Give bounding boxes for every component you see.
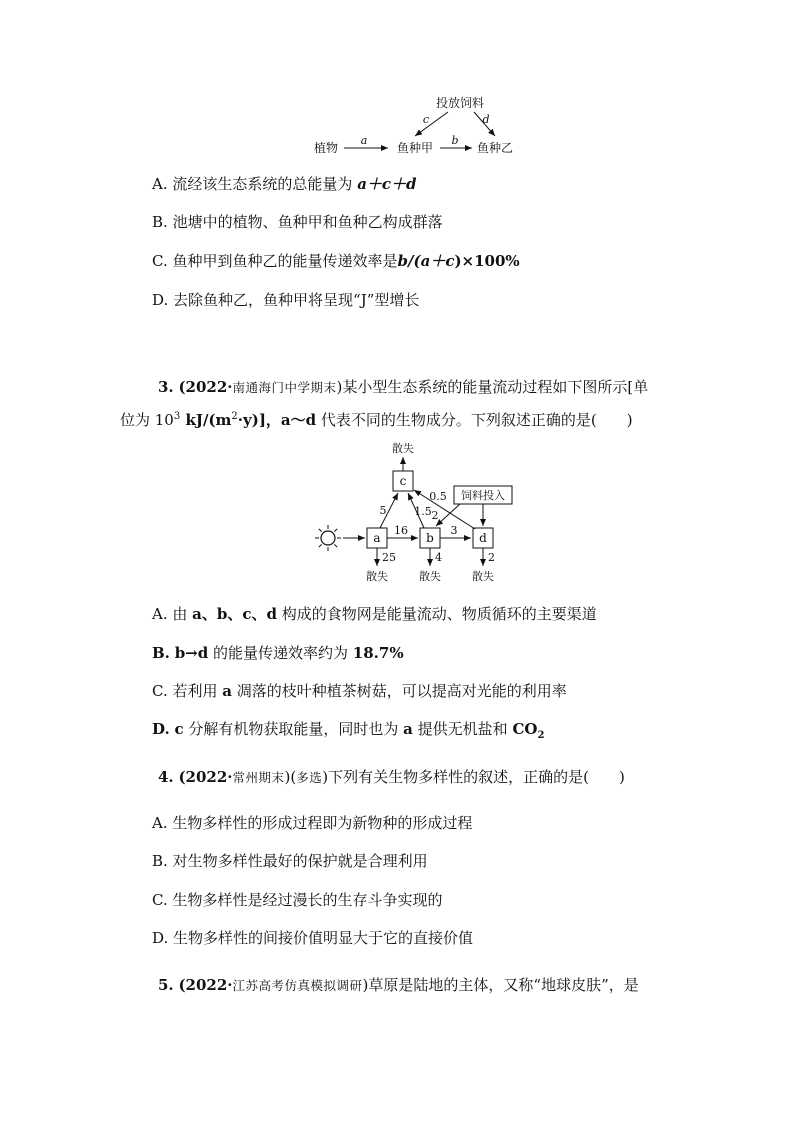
q3-stem-line2 — [120, 410, 633, 430]
node-plant: 植物 — [313, 141, 339, 155]
option-term: CO — [512, 720, 538, 738]
option-label: C. — [152, 682, 168, 700]
option-text: 若利用 — [172, 682, 223, 700]
box-c-label: c — [399, 474, 407, 488]
option-term: c — [174, 720, 184, 738]
option-text: 的能量传递效率约为 — [208, 644, 353, 662]
q4-option-a — [152, 813, 472, 833]
edge-label-a: a — [360, 134, 368, 147]
option-expression: a＋c＋d — [357, 175, 417, 193]
option-term: a — [403, 720, 413, 738]
arrow-feed-fisha — [415, 112, 448, 136]
superscript: 2 — [231, 411, 238, 422]
loss-label-c: 散失 — [392, 442, 414, 455]
question-stem: )下列有关生物多样性的叙述，正确的是( ) — [322, 768, 625, 786]
loss-label-b: 散失 — [419, 570, 441, 583]
option-text: 提供无机盐和 — [412, 720, 513, 738]
option-label: A. — [152, 814, 168, 832]
edge-label-b: b — [451, 134, 459, 147]
q2-option-a — [152, 174, 417, 194]
option-label: D. — [152, 720, 170, 738]
arrow-feed-b — [436, 504, 460, 526]
option-label: B. — [152, 213, 168, 231]
option-label: C. — [152, 252, 168, 270]
question-year: (2022· — [178, 768, 233, 786]
q2-option-d — [152, 290, 419, 310]
value-feed-b: 2 — [431, 509, 439, 522]
option-label: A. — [152, 175, 168, 193]
option-label: B. — [152, 644, 170, 662]
value-b-loss: 4 — [435, 551, 442, 564]
question-source: 江苏高考仿真模拟调研 — [232, 978, 363, 993]
option-term: 18.7% — [352, 644, 404, 662]
stem-range: a～d — [280, 411, 317, 429]
option-term: a、b、c、d — [192, 605, 278, 623]
q4-option-b — [152, 851, 428, 871]
value-b-c: 1.5 — [414, 505, 432, 518]
pond-energy-diagram — [300, 92, 530, 158]
option-text: 鱼种甲到鱼种乙的能量传递效率是 — [172, 252, 398, 270]
value-a-loss: 25 — [382, 551, 396, 564]
option-term: b→d — [174, 644, 209, 662]
value-d-c: 0.5 — [429, 490, 447, 503]
q5-stem — [158, 975, 639, 996]
option-text: 分解有机物获取能量，同时也为 — [183, 720, 404, 738]
option-text: 去除鱼种乙，鱼种甲将呈现“J”型增长 — [173, 291, 420, 309]
option-term: a — [222, 682, 233, 700]
option-expression: a＋c — [420, 252, 455, 270]
value-a-c: 5 — [379, 504, 387, 517]
question-stem: )某小型生态系统的能量流动过程如下图所示[单 — [336, 378, 649, 396]
q2-option-b — [152, 212, 443, 232]
q3-option-d — [152, 719, 544, 739]
option-text: 流经该生态系统的总能量为 — [172, 175, 353, 193]
node-fish-a: 鱼种甲 — [396, 141, 434, 155]
question-number: 4. — [158, 768, 174, 786]
option-text: 凋落的枝叶种植茶树菇，可以提高对光能的利用率 — [232, 682, 567, 700]
option-text: 对生物多样性最好的保护就是合理利用 — [172, 852, 428, 870]
edge-label-d: d — [482, 113, 490, 126]
loss-label-a: 散失 — [366, 570, 388, 583]
q3-option-a — [152, 604, 597, 624]
option-text: 由 — [172, 605, 193, 623]
q4-option-d — [152, 928, 473, 948]
box-a-label: a — [373, 531, 381, 545]
box-d-label: d — [479, 531, 487, 545]
question-source: 常州期末 — [232, 770, 285, 785]
stem-text: 代表不同的生物成分。下列叙述正确的是( ) — [316, 411, 633, 429]
box-feed-label: 饲料投入 — [461, 489, 505, 502]
value-b-d: 3 — [450, 524, 458, 537]
value-a-b: 16 — [394, 524, 408, 537]
q3-stem-line1 — [158, 377, 648, 398]
loss-label-d: 散失 — [472, 570, 494, 583]
question-year: (2022· — [178, 976, 233, 994]
stem-unit: ·y)]， — [237, 411, 281, 429]
edge-label-c: c — [422, 113, 430, 126]
energy-flow-diagram — [310, 440, 530, 588]
q3-option-b — [152, 643, 404, 663]
option-text: 生物多样性的间接价值明显大于它的直接价值 — [173, 929, 474, 947]
option-label: D. — [152, 929, 169, 947]
stem-unit: kJ/(m — [180, 411, 232, 429]
q4-stem — [158, 767, 625, 788]
q3-option-c — [152, 681, 567, 701]
question-year: (2022· — [178, 378, 233, 396]
option-text: 池塘中的植物、鱼种甲和鱼种乙构成群落 — [172, 213, 443, 231]
option-text: 生物多样性的形成过程即为新物种的形成过程 — [172, 814, 473, 832]
question-number: 3. — [158, 378, 174, 396]
option-expression: b/( — [397, 252, 421, 270]
multi-choice-tag: 多选 — [296, 770, 323, 785]
question-stem: )草原是陆地的主体，又称“地球皮肤”，是 — [362, 976, 639, 994]
q4-option-c — [152, 890, 443, 910]
sun-icon — [315, 525, 341, 551]
option-label: B. — [152, 852, 168, 870]
subscript: 2 — [537, 730, 545, 741]
value-d-loss: 2 — [488, 551, 495, 564]
superscript: 3 — [173, 411, 181, 422]
option-text: 构成的食物网是能量流动、物质循环的主要渠道 — [277, 605, 597, 623]
stem-text: )( — [284, 768, 297, 786]
option-label: A. — [152, 605, 168, 623]
option-expression: )×100% — [454, 252, 520, 270]
box-b-label: b — [426, 531, 434, 545]
node-fish-b: 鱼种乙 — [476, 141, 514, 155]
option-label: D. — [152, 291, 169, 309]
question-source: 南通海门中学期末 — [232, 380, 337, 395]
option-text: 生物多样性是经过漫长的生存斗争实现的 — [172, 891, 443, 909]
stem-text: 位为 10 — [120, 411, 174, 429]
question-number: 5. — [158, 976, 174, 994]
node-feed: 投放饲料 — [435, 96, 485, 110]
option-label: C. — [152, 891, 168, 909]
q2-option-c — [152, 251, 520, 271]
